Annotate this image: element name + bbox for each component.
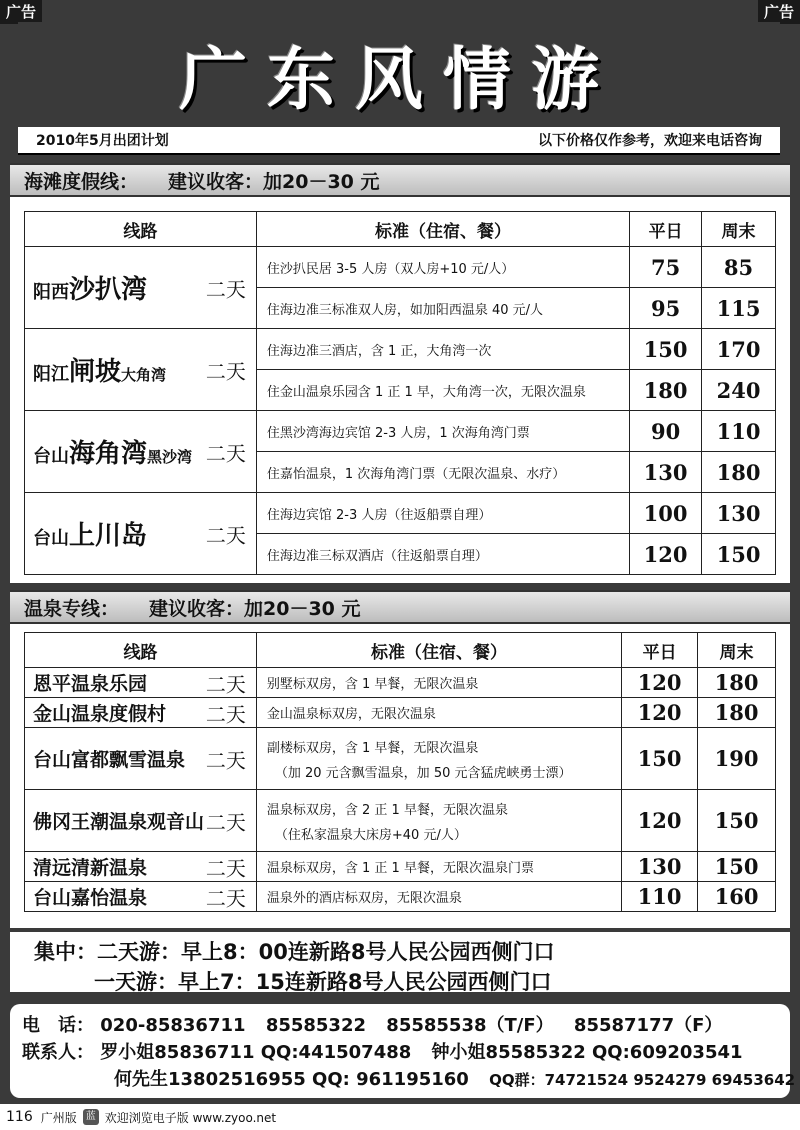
standard-line: 温泉标双房，含 2 正 1 早餐，无限次温泉 bbox=[266, 802, 508, 818]
assembly-one-day: 一天游：早上7：15连新路8号人民公园西侧门口 bbox=[94, 970, 552, 994]
route-region: 台山 bbox=[33, 528, 69, 549]
table-header-row bbox=[25, 633, 776, 668]
route-standard: 住海边准三酒店，含 1 正，大角湾一次 bbox=[256, 329, 629, 370]
contact-person-row bbox=[22, 1039, 778, 1066]
beach-route-table bbox=[24, 211, 776, 575]
route-title: 金山温泉度假村 bbox=[33, 703, 167, 725]
table-row bbox=[25, 790, 776, 852]
weekday-price: 150 bbox=[622, 728, 698, 790]
standard-line: （加 20 元含飘雪温泉，加 50 元含猛虎峡勇士漂） bbox=[274, 765, 572, 781]
weekend-price: 190 bbox=[698, 728, 776, 790]
qq-group: QQ群：74721524 9524279 69453642 bbox=[489, 1071, 796, 1089]
weekend-price: 170 bbox=[702, 329, 776, 370]
ad-tag-right: 广告 bbox=[758, 0, 800, 24]
schedule-label: 2010年5月出团计划 bbox=[36, 133, 169, 149]
contact-person-row bbox=[22, 1066, 796, 1094]
route-title: 台山富都飘雪温泉 bbox=[33, 749, 186, 771]
phone-number: 85587177（F） bbox=[573, 1015, 723, 1036]
col-standard: 标准（住宿、餐） bbox=[256, 633, 621, 668]
col-standard: 标准（住宿、餐） bbox=[256, 212, 629, 247]
weekday-price: 120 bbox=[630, 534, 702, 575]
weekend-price: 160 bbox=[698, 882, 776, 912]
weekend-price: 130 bbox=[702, 493, 776, 534]
table-row bbox=[25, 411, 776, 452]
route-standard: 住嘉怡温泉，1 次海角湾门票（无限次温泉、水疗） bbox=[256, 452, 629, 493]
route-standard: 住海边准三标准双人房，如加阳西温泉 40 元/人 bbox=[256, 288, 629, 329]
page-title: 广东风情游 bbox=[178, 40, 619, 120]
weekend-price: 85 bbox=[702, 247, 776, 288]
contact-person: 钟小姐85585322 QQ:609203541 bbox=[431, 1042, 743, 1063]
page-footer bbox=[0, 1104, 800, 1130]
beach-heading-markup: 建议收客：加20－30 元 bbox=[168, 170, 380, 193]
weekday-price: 120 bbox=[622, 668, 698, 698]
route-standard: 住金山温泉乐园含 1 正 1 早，大角湾一次，无限次温泉 bbox=[256, 370, 629, 411]
page-number: 116 bbox=[6, 1109, 33, 1125]
hotspring-heading-title: 温泉专线： bbox=[24, 597, 120, 620]
weekend-price: 115 bbox=[702, 288, 776, 329]
route-standard bbox=[256, 882, 621, 912]
route-standard: 住沙扒民居 3-5 人房（双人房+10 元/人） bbox=[256, 247, 629, 288]
route-duration: 二天 bbox=[205, 441, 246, 465]
hotspring-section bbox=[10, 590, 790, 928]
route-title: 上川岛 bbox=[69, 521, 148, 551]
route-region: 阳江 bbox=[33, 364, 69, 385]
contact-label: 联系人： bbox=[22, 1042, 94, 1063]
logo-icon: 蓝 bbox=[83, 1109, 99, 1125]
route-standard bbox=[256, 728, 621, 790]
route-standard bbox=[256, 790, 621, 852]
route-subtitle: 大角湾 bbox=[121, 366, 167, 384]
col-route: 线路 bbox=[25, 633, 257, 668]
weekend-price: 240 bbox=[702, 370, 776, 411]
route-duration: 二天 bbox=[205, 810, 246, 834]
beach-section bbox=[10, 163, 790, 583]
standard-line: 温泉外的酒店标双房，无限次温泉 bbox=[266, 891, 462, 906]
route-duration: 二天 bbox=[205, 672, 246, 696]
weekday-price: 100 bbox=[630, 493, 702, 534]
standard-line: 金山温泉标双房，无限次温泉 bbox=[266, 707, 436, 722]
route-name bbox=[25, 493, 257, 575]
route-title: 佛冈王潮温泉观音山 bbox=[33, 811, 205, 833]
route-title: 清远清新温泉 bbox=[33, 857, 148, 879]
phone-row bbox=[22, 1012, 778, 1039]
phone-number: 85585538（T/F） bbox=[386, 1015, 554, 1036]
table-header-row bbox=[25, 212, 776, 247]
route-title: 恩平温泉乐园 bbox=[33, 673, 148, 695]
table-row bbox=[25, 882, 776, 912]
standard-line: 别墅标双房，含 1 早餐，无限次温泉 bbox=[266, 677, 479, 692]
weekday-price: 95 bbox=[630, 288, 702, 329]
weekend-price: 110 bbox=[702, 411, 776, 452]
route-duration: 二天 bbox=[205, 748, 246, 772]
weekday-price: 130 bbox=[630, 452, 702, 493]
table-row bbox=[25, 668, 776, 698]
route-standard bbox=[256, 698, 621, 728]
table-row bbox=[25, 493, 776, 534]
standard-line: 副楼标双房，含 1 早餐，无限次温泉 bbox=[266, 740, 479, 756]
route-standard: 住黑沙湾海边宾馆 2-3 人房，1 次海角湾门票 bbox=[256, 411, 629, 452]
phone-number: 020-85836711 bbox=[100, 1015, 246, 1036]
standard-line: 温泉标双房，含 1 正 1 早餐，无限次温泉门票 bbox=[266, 861, 534, 876]
route-name bbox=[25, 852, 257, 882]
route-duration: 二天 bbox=[205, 702, 246, 726]
weekend-price: 180 bbox=[698, 698, 776, 728]
website-text: 欢迎浏览电子版 www.zyoo.net bbox=[104, 1110, 277, 1125]
col-weekday: 平日 bbox=[622, 633, 698, 668]
weekday-price: 120 bbox=[622, 698, 698, 728]
table-row bbox=[25, 852, 776, 882]
standard-line: （住私家温泉大床房+40 元/人） bbox=[274, 827, 467, 843]
beach-section-heading bbox=[10, 163, 790, 197]
title-banner bbox=[18, 22, 780, 127]
weekend-price: 150 bbox=[698, 852, 776, 882]
route-standard: 住海边宾馆 2-3 人房（往返船票自理） bbox=[256, 493, 629, 534]
weekend-price: 150 bbox=[698, 790, 776, 852]
weekend-price: 150 bbox=[702, 534, 776, 575]
weekend-price: 180 bbox=[702, 452, 776, 493]
route-duration: 二天 bbox=[205, 856, 246, 880]
route-name bbox=[25, 790, 257, 852]
col-route: 线路 bbox=[25, 212, 257, 247]
phone-number: 85585322 bbox=[265, 1015, 367, 1036]
route-region: 阳西 bbox=[33, 282, 69, 303]
route-name bbox=[25, 329, 257, 411]
info-bar bbox=[18, 127, 780, 155]
table-row bbox=[25, 329, 776, 370]
phone-label: 电 话： bbox=[22, 1015, 94, 1036]
ad-tag-left: 广告 bbox=[0, 0, 42, 24]
weekday-price: 150 bbox=[630, 329, 702, 370]
beach-heading-title: 海滩度假线： bbox=[24, 170, 139, 193]
assembly-info bbox=[10, 932, 790, 992]
route-name bbox=[25, 668, 257, 698]
edition-label: 广州版 bbox=[40, 1110, 77, 1125]
route-duration: 二天 bbox=[205, 886, 246, 910]
route-name bbox=[25, 882, 257, 912]
route-title: 闸坡 bbox=[69, 357, 122, 387]
hotspring-heading-markup: 建议收客：加20－30 元 bbox=[149, 597, 361, 620]
route-name bbox=[25, 411, 257, 493]
weekday-price: 90 bbox=[630, 411, 702, 452]
assembly-two-day: 集中：二天游：早上8：00连新路8号人民公园西侧门口 bbox=[34, 940, 555, 964]
weekday-price: 130 bbox=[622, 852, 698, 882]
contact-box bbox=[10, 1004, 796, 1098]
route-duration: 二天 bbox=[205, 523, 246, 547]
weekday-price: 110 bbox=[622, 882, 698, 912]
route-name bbox=[25, 247, 257, 329]
route-duration: 二天 bbox=[205, 277, 246, 301]
hotspring-route-table bbox=[24, 632, 776, 912]
table-row bbox=[25, 247, 776, 288]
col-weekend: 周末 bbox=[702, 212, 776, 247]
route-subtitle: 黑沙湾 bbox=[147, 448, 193, 466]
table-row bbox=[25, 698, 776, 728]
route-standard: 住海边准三标双酒店（往返船票自理） bbox=[256, 534, 629, 575]
contact-person: 何先生13802516955 QQ: 961195160 bbox=[114, 1069, 469, 1090]
route-title: 沙扒湾 bbox=[69, 275, 148, 305]
contact-person: 罗小姐85836711 QQ:441507488 bbox=[100, 1042, 412, 1063]
route-title: 海角湾 bbox=[69, 439, 148, 469]
hotspring-section-heading bbox=[10, 590, 790, 624]
col-weekday: 平日 bbox=[630, 212, 702, 247]
route-name bbox=[25, 728, 257, 790]
route-name bbox=[25, 698, 257, 728]
weekday-price: 120 bbox=[622, 790, 698, 852]
price-note: 以下价格仅作参考，欢迎来电话咨询 bbox=[538, 133, 762, 149]
route-standard bbox=[256, 668, 621, 698]
col-weekend: 周末 bbox=[698, 633, 776, 668]
weekend-price: 180 bbox=[698, 668, 776, 698]
route-region: 台山 bbox=[33, 446, 69, 467]
weekday-price: 180 bbox=[630, 370, 702, 411]
weekday-price: 75 bbox=[630, 247, 702, 288]
route-standard bbox=[256, 852, 621, 882]
route-duration: 二天 bbox=[205, 359, 246, 383]
table-row bbox=[25, 728, 776, 790]
route-title: 台山嘉怡温泉 bbox=[33, 887, 148, 909]
